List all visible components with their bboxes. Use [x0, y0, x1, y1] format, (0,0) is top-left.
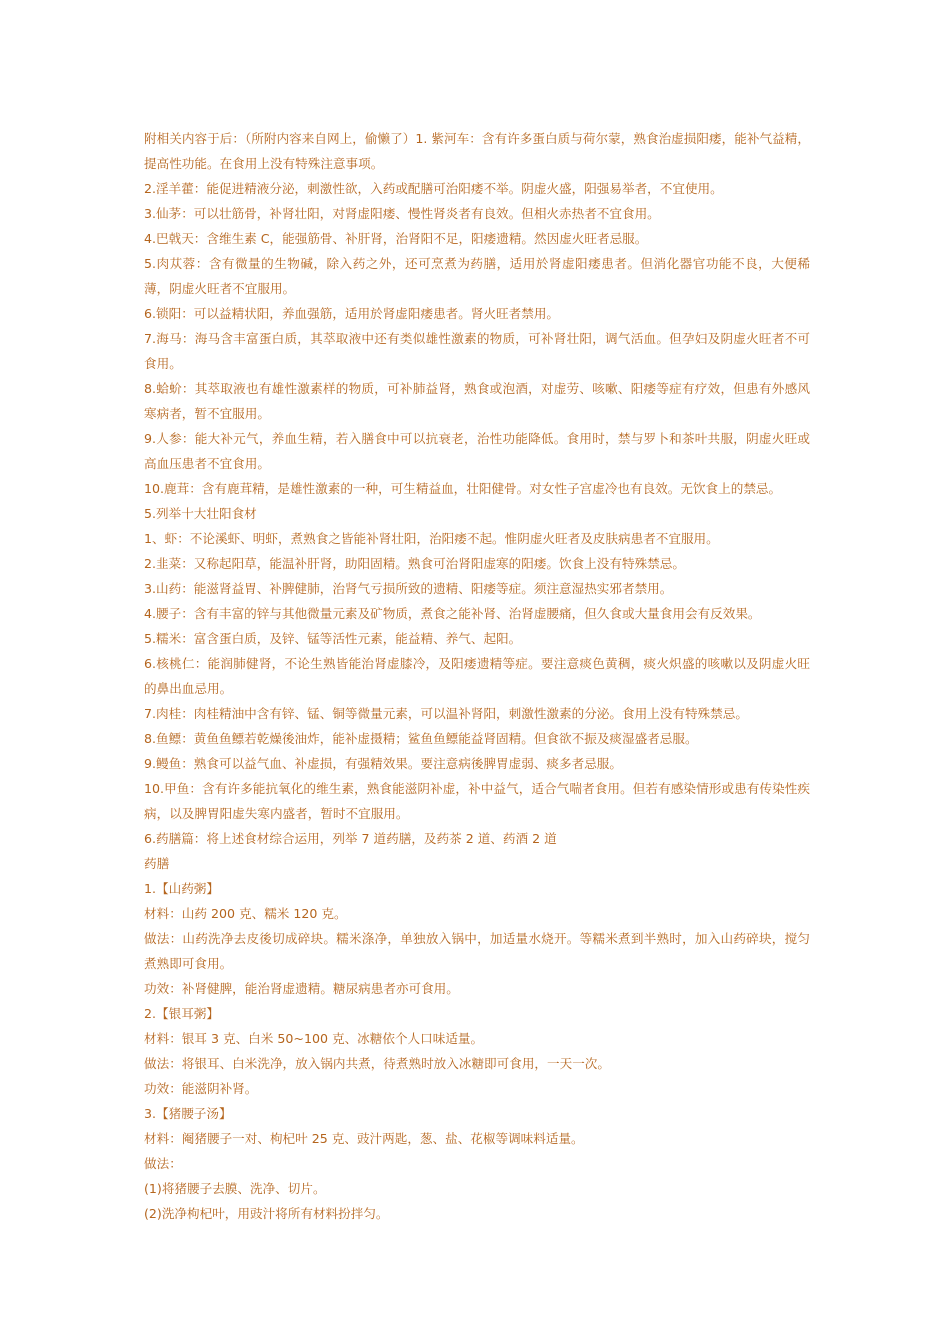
paragraph-gejie: 8.蛤蚧：其萃取液也有雄性激素样的物质，可补肺益肾，熟食或泡酒，对虚劳、咳嗽、阳痿等症有疗效，但患有外感风寒病者，暂不宜服用。 — [144, 381, 810, 421]
recipe-step-2: (2)洗净枸杞叶，用豉汁将所有材料扮拌匀。 — [144, 1206, 389, 1221]
recipe-method: 做法：将银耳、白米洗净，放入锅内共煮，待煮熟时放入冰糖即可食用，一天一次。 — [144, 1056, 610, 1071]
paragraph-hetaoren: 6.核桃仁：能润肺健肾，不论生熟皆能治肾虚膝冷，及阳痿遗精等症。要注意痰色黄稠，痰火炽盛的咳嗽以及阴虚火旺的鼻出血忌用。 — [144, 656, 810, 696]
recipe-ingredients: 材料：阉猪腰子一对、枸杞叶 25 克、豉汁两匙，葱、盐、花椒等调味料适量。 — [144, 1131, 584, 1146]
paragraph-manyu: 9.鳗鱼：熟食可以益气血、补虚损，有强精效果。要注意病後脾胃虚弱、痰多者忌服。 — [144, 756, 622, 771]
recipe-ingredients: 材料：银耳 3 克、白米 50~100 克、冰糖依个人口味适量。 — [144, 1031, 484, 1046]
recipe-title-shanyao-zhou: 1.【山药粥】 — [144, 881, 219, 896]
paragraph-xianmao: 3.仙茅：可以壮筋骨，补肾壮阳，对肾虚阳痿、慢性肾炎者有良效。但相火赤热者不宜食用。 — [144, 206, 660, 221]
document-body — [144, 126, 810, 1226]
recipe-title-zhuyaozi-tang: 3.【猪腰子汤】 — [144, 1106, 232, 1121]
paragraph-yaozi: 4.腰子：含有丰富的锌与其他微量元素及矿物质，煮食之能补肾、治肾虚腰痛，但久食或大量食用会有反效果。 — [144, 606, 761, 621]
paragraph-nuomi: 5.糯米：富含蛋白质，及锌、锰等活性元素，能益精、养气、起阳。 — [144, 631, 522, 646]
recipe-method-label: 做法： — [144, 1156, 182, 1171]
recipe-step-1: (1)将猪腰子去膜、洗净、切片。 — [144, 1181, 326, 1196]
section-heading-ten-foods: 5.列举十大壮阳食材 — [144, 506, 257, 521]
paragraph-bajitian: 4.巴戟天：含维生素 C，能强筋骨、补肝肾，治肾阳不足，阳痿遗精。然因虚火旺者忌服。 — [144, 231, 648, 246]
recipe-effect: 功效：能滋阴补肾。 — [144, 1081, 258, 1096]
recipe-ingredients: 材料：山药 200 克、糯米 120 克。 — [144, 906, 347, 921]
recipe-method: 做法：山药洗净去皮後切成碎块。糯米涤净，单独放入锅中，加适量水烧开。等糯米煮到半熟时，加入山药碎块，搅匀煮熟即可食用。 — [144, 931, 810, 971]
paragraph-jiucai: 2.韭菜：又称起阳草，能温补肝肾，助阳固精。熟食可治肾阳虚寒的阳痿。饮食上没有特殊禁忌。 — [144, 556, 685, 571]
paragraph-yinyanghuo: 2.淫羊藿：能促进精液分泌，刺激性欲，入药或配膳可治阳痿不举。阴虚火盛，阳强易举者，不宜使用。 — [144, 181, 723, 196]
recipe-title-yiner-zhou: 2.【银耳粥】 — [144, 1006, 219, 1021]
subheading-yaoshan: 药膳 — [144, 856, 170, 871]
paragraph-roucongrong: 5.肉苁蓉：含有微量的生物碱，除入药之外，还可烹煮为药膳，适用於肾虚阳痿患者。但消化器官功能不良，大便稀薄，阴虚火旺者不宜服用。 — [144, 256, 810, 296]
paragraph-jiayu: 10.甲鱼：含有许多能抗氧化的维生素，熟食能滋阴补虚，补中益气，适合气喘者食用。但若有感染情形或患有传染性疾病，以及脾胃阳虚失寒内盛者，暂时不宜服用。 — [144, 781, 810, 821]
paragraph-shanyao: 3.山药：能滋肾益胃、补脾健肺，治肾气亏损所致的遗精、阳痿等症。须注意湿热实邪者禁用。 — [144, 581, 673, 596]
recipe-effect: 功效：补肾健脾，能治肾虚遗精。糖尿病患者亦可食用。 — [144, 981, 459, 996]
paragraph-intro-zihe-che: 附相关内容于后：（所附内容来自网上，偷懒了）1. 紫河车：含有许多蛋白质与荷尔蒙，熟食治虚损阳痿，能补气益精，提高性功能。在食用上没有特殊注意事项。 — [144, 131, 810, 171]
paragraph-rougui: 7.肉桂：肉桂精油中含有锌、锰、铜等微量元素，可以温补肾阳，刺激性激素的分泌。食用上没有特殊禁忌。 — [144, 706, 748, 721]
paragraph-haima: 7.海马：海马含丰富蛋白质，其萃取液中还有类似雄性激素的物质，可补肾壮阳，调气活血。但孕妇及阴虚火旺者不可食用。 — [144, 331, 810, 371]
paragraph-suoyang: 6.锁阳：可以益精状阳，养血强筋，适用於肾虚阳痿患者。肾火旺者禁用。 — [144, 306, 560, 321]
paragraph-renshen: 9.人参：能大补元气，养血生精，若入膳食中可以抗衰老，治性功能降低。食用时，禁与罗卜和茶叶共服，阴虚火旺或高血压患者不宜食用。 — [144, 431, 810, 471]
paragraph-lurong: 10.鹿茸：含有鹿茸精，是雄性激素的一种，可生精益血，壮阳健骨。对女性子宫虚冷也有良效。无饮食上的禁忌。 — [144, 481, 782, 496]
paragraph-xia: 1、虾：不论溪虾、明虾，煮熟食之皆能补肾壮阳，治阳痿不起。惟阴虚火旺者及皮肤病患者不宜服用。 — [144, 531, 719, 546]
section-heading-yaoshan: 6.药膳篇：将上述食材综合运用，列举 7 道药膳，及药茶 2 道、药酒 2 道 — [144, 831, 557, 846]
paragraph-yubiao: 8.鱼鳔：黄鱼鱼鳔若乾燥後油炸，能补虚摄精；鲨鱼鱼鳔能益肾固精。但食欲不振及痰湿盛者忌服。 — [144, 731, 698, 746]
